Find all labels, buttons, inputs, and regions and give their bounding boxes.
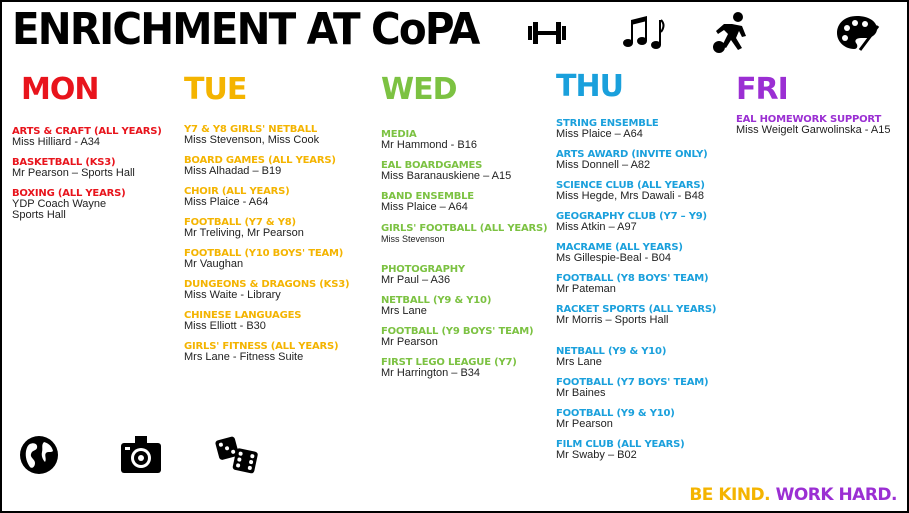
dice-icon	[214, 432, 260, 478]
activity-name: ARTS AWARD (INVITE ONLY)	[556, 149, 708, 160]
list-item	[184, 248, 343, 270]
staff-room: Mrs Lane	[381, 305, 427, 317]
staff-room: Miss Stevenson	[381, 234, 445, 244]
list-item	[184, 124, 319, 146]
list-item	[184, 186, 290, 208]
staff-room: Miss Plaice - A64	[184, 196, 269, 208]
staff-room: Mr Morris – Sports Hall	[556, 314, 669, 326]
list-item	[556, 304, 716, 326]
staff-room: Mr Pateman	[556, 283, 616, 295]
list-item	[381, 223, 547, 245]
activity-name: FILM CLUB (ALL YEARS)	[556, 439, 685, 450]
staff-room: Miss Donnell – A82	[556, 159, 651, 171]
day-heading-wed: WED	[381, 72, 457, 107]
staff-room: Miss Waite - Library	[184, 289, 281, 301]
list-item	[381, 264, 465, 286]
activity-name: DUNGEONS & DRAGONS (KS3)	[184, 279, 350, 290]
school-motto	[689, 485, 897, 505]
day-heading-fri: FRI	[736, 72, 788, 107]
activity-name: MEDIA	[381, 129, 417, 140]
activity-name: FOOTBALL (Y10 BOYS' TEAM)	[184, 248, 344, 259]
list-item	[184, 155, 336, 177]
list-item	[381, 295, 491, 317]
list-item	[556, 346, 666, 368]
activity-name: CHINESE LANGUAGES	[184, 310, 302, 321]
list-item	[736, 114, 890, 136]
list-item	[556, 377, 708, 399]
staff-room: Mr Hammond - B16	[381, 139, 477, 151]
list-item	[556, 242, 683, 264]
list-item	[556, 180, 705, 202]
activity-name: BOXING (ALL YEARS)	[12, 188, 126, 199]
list-item	[381, 129, 477, 151]
staff-room: Mr Harrington – B34	[381, 367, 481, 379]
staff-room: Mrs Lane	[556, 356, 602, 368]
list-item	[381, 191, 474, 213]
staff-room: Miss Hilliard - A34	[12, 136, 101, 148]
art-palette-icon	[834, 10, 880, 56]
list-item	[556, 118, 659, 140]
staff-room: Mr Treliving, Mr Pearson	[184, 227, 304, 239]
camera-icon	[118, 432, 164, 478]
staff-room: Miss Baranauskiene – A15	[381, 170, 512, 182]
list-item	[12, 188, 125, 221]
staff-room: Miss Stevenson, Miss Cook	[184, 134, 320, 146]
staff-room: Miss Alhadad – B19	[184, 165, 282, 177]
staff-room: Mr Pearson	[556, 418, 613, 430]
activity-name: SCIENCE CLUB (ALL YEARS)	[556, 180, 705, 191]
staff-room: Miss Weigelt Garwolinska - A15	[736, 124, 891, 136]
list-item	[184, 279, 349, 301]
staff-room: Miss Hegde, Mrs Dawali - B48	[556, 190, 704, 202]
activity-name: FOOTBALL (Y9 & Y10)	[556, 408, 675, 419]
list-item	[556, 439, 685, 461]
staff-room: Mrs Lane - Fitness Suite	[184, 351, 304, 363]
staff-room-line2: Sports Hall	[12, 209, 66, 221]
list-item	[556, 408, 675, 430]
staff-room: Miss Atkin – A97	[556, 221, 637, 233]
staff-room: Mr Paul – A36	[381, 274, 451, 286]
staff-room: Miss Elliott - B30	[184, 320, 266, 332]
activity-name: FOOTBALL (Y7 & Y8)	[184, 217, 296, 228]
day-heading-tue: TUE	[184, 72, 247, 107]
activity-name: BAND ENSEMBLE	[381, 191, 474, 202]
motto-part2: WORK HARD.	[775, 485, 897, 505]
activity-name: STRING ENSEMBLE	[556, 118, 659, 129]
activity-name: ARTS & CRAFT (ALL YEARS)	[12, 126, 162, 137]
activity-name: RACKET SPORTS (ALL YEARS)	[556, 304, 717, 315]
list-item	[12, 157, 135, 179]
activity-name: NETBALL (Y9 & Y10)	[556, 346, 667, 357]
list-item	[381, 326, 533, 348]
list-item	[381, 357, 517, 379]
football-player-icon	[708, 10, 754, 56]
staff-room: YDP Coach Wayne	[12, 198, 107, 210]
activity-name: FOOTBALL (Y7 BOYS' TEAM)	[556, 377, 709, 388]
list-item	[556, 273, 708, 295]
staff-room: Miss Plaice – A64	[381, 201, 468, 213]
day-heading-thu: THU	[556, 69, 623, 104]
list-item	[556, 149, 708, 171]
staff-room: Mr Baines	[556, 387, 606, 399]
activity-name: Y7 & Y8 GIRLS' NETBALL	[184, 124, 318, 135]
activity-name: FOOTBALL (Y8 BOYS' TEAM)	[556, 273, 709, 284]
day-heading-mon: MON	[21, 72, 99, 107]
motto-part1: BE KIND.	[689, 485, 771, 505]
list-item	[556, 211, 707, 233]
activity-name: BOARD GAMES (ALL YEARS)	[184, 155, 336, 166]
activity-name: EAL BOARDGAMES	[381, 160, 483, 171]
list-item	[12, 126, 162, 148]
staff-room: Mr Pearson	[381, 336, 438, 348]
activity-name: NETBALL (Y9 & Y10)	[381, 295, 492, 306]
list-item	[184, 341, 338, 363]
staff-room: Miss Plaice – A64	[556, 128, 643, 140]
list-item	[184, 310, 301, 332]
staff-room: Ms Gillespie-Beal - B04	[556, 252, 671, 264]
staff-room: Mr Swaby – B02	[556, 449, 637, 461]
dumbbell-icon	[524, 10, 570, 56]
globe-icon	[16, 432, 62, 478]
page-title: ENRICHMENT AT CoPA	[12, 4, 479, 55]
activity-name: FOOTBALL (Y9 BOYS' TEAM)	[381, 326, 534, 337]
activity-name: MACRAME (ALL YEARS)	[556, 242, 683, 253]
activity-name: GIRLS' FITNESS (ALL YEARS)	[184, 341, 339, 352]
staff-room: Mr Pearson – Sports Hall	[12, 167, 135, 179]
activity-name: FIRST LEGO LEAGUE (Y7)	[381, 357, 517, 368]
music-notes-icon	[620, 10, 666, 56]
list-item	[184, 217, 304, 239]
activity-name: PHOTOGRAPHY	[381, 264, 465, 275]
activity-name: BASKETBALL (KS3)	[12, 157, 116, 168]
activity-name: EAL HOMEWORK SUPPORT	[736, 114, 882, 125]
activity-name: GIRLS' FOOTBALL (ALL YEARS)	[381, 223, 548, 234]
activity-name: CHOIR (ALL YEARS)	[184, 186, 290, 197]
activity-name: GEOGRAPHY CLUB (Y7 – Y9)	[556, 211, 707, 222]
staff-room: Mr Vaughan	[184, 258, 244, 270]
list-item	[381, 160, 511, 182]
